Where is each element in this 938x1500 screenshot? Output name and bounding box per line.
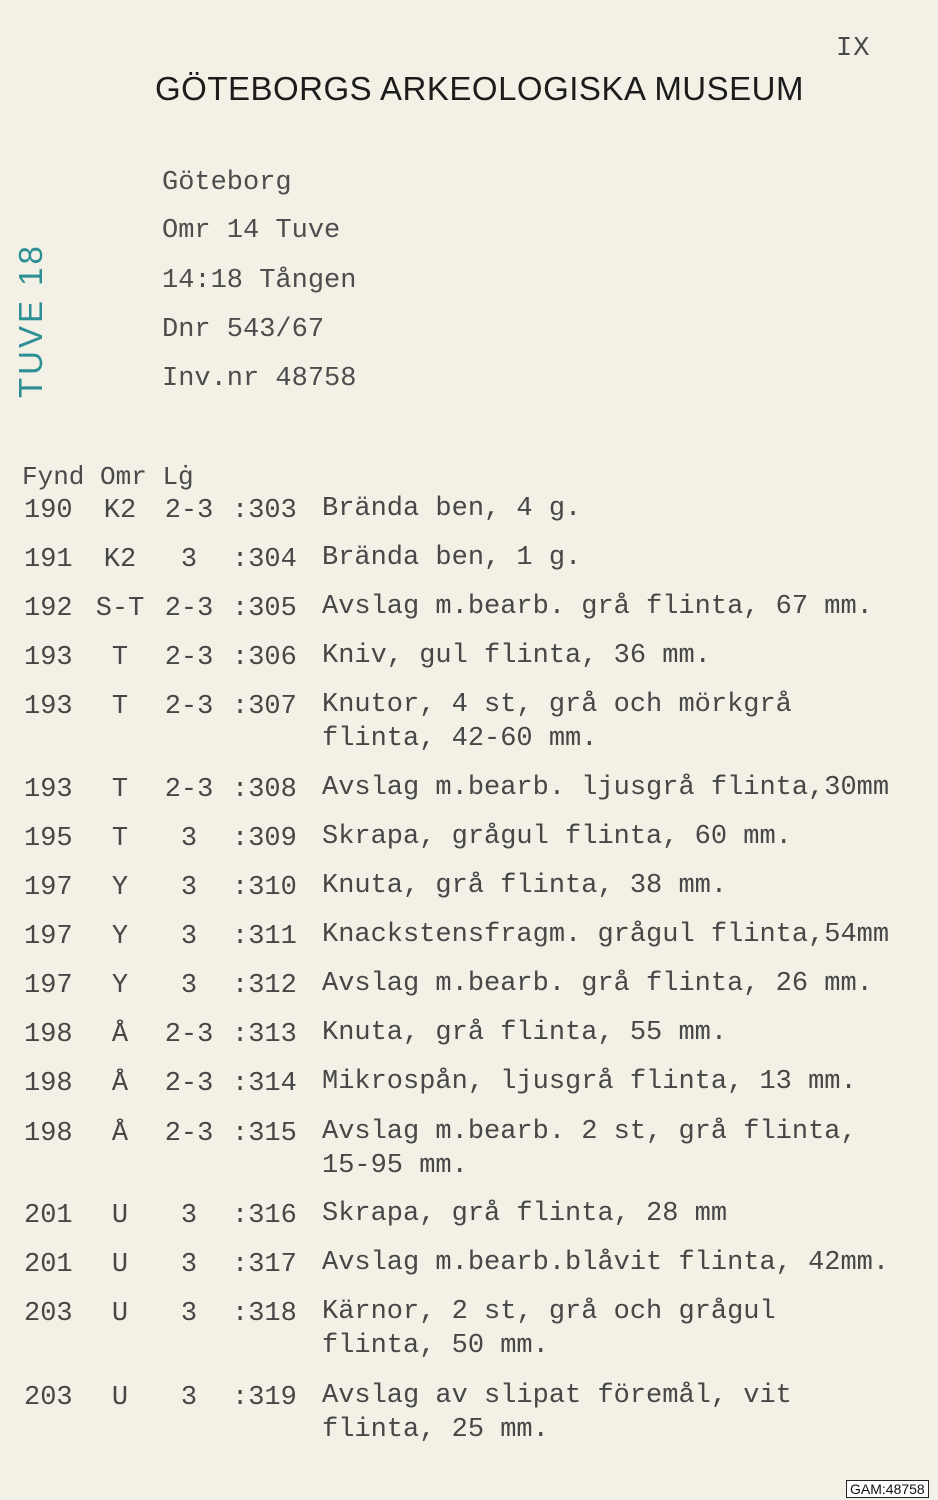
find-description: Avslag av slipat föremål, vit: [322, 1381, 792, 1411]
find-number: 197: [24, 873, 73, 903]
find-layer: 2-3: [164, 594, 214, 624]
find-layer: 2-3: [164, 775, 214, 805]
catalogue-number: :312: [232, 971, 297, 1001]
find-number: 198: [24, 1020, 73, 1050]
find-area: K2: [103, 545, 137, 575]
find-description: flinta, 50 mm.: [322, 1331, 549, 1361]
page-number: IX: [836, 34, 871, 64]
find-number: 193: [24, 775, 73, 805]
find-description: Knackstensfragm. grågul flinta,54mm: [322, 920, 890, 950]
museum-title: GÖTEBORGS ARKEOLOGISKA MUSEUM: [155, 70, 804, 107]
find-area: U: [111, 1299, 129, 1329]
find-area: Y: [111, 922, 129, 952]
find-description: Skrapa, grågul flinta, 60 mm.: [322, 822, 792, 852]
find-number: 201: [24, 1201, 73, 1231]
find-number: 192: [24, 594, 73, 624]
site-stamp: TUVE 18: [12, 243, 49, 398]
catalogue-number: :308: [232, 775, 297, 805]
find-layer: 3: [180, 971, 198, 1001]
find-area: U: [111, 1383, 129, 1413]
find-number: 198: [24, 1069, 73, 1099]
find-layer: 2-3: [164, 692, 214, 722]
catalogue-number: :316: [232, 1201, 297, 1231]
find-layer: 3: [180, 1383, 198, 1413]
find-description: Brända ben, 1 g.: [322, 543, 582, 573]
find-description: flinta, 42-60 mm.: [322, 724, 598, 754]
find-layer: 2-3: [164, 1020, 214, 1050]
find-description: Avslag m.bearb.blåvit flinta, 42mm.: [322, 1248, 890, 1278]
header-site: 14:18 Tången: [162, 266, 357, 296]
find-description: Knutor, 4 st, grå och mörkgrå: [322, 690, 792, 720]
find-layer: 3: [180, 545, 198, 575]
find-description: Avslag m.bearb. ljusgrå flinta,30mm: [322, 773, 890, 803]
find-description: Knuta, grå flinta, 55 mm.: [322, 1018, 728, 1048]
catalogue-number: :317: [232, 1250, 297, 1280]
find-description: Kärnor, 2 st, grå och grågul: [322, 1297, 776, 1327]
find-number: 197: [24, 971, 73, 1001]
find-description: Avslag m.bearb. grå flinta, 67 mm.: [322, 592, 873, 622]
find-area: Y: [111, 971, 129, 1001]
find-layer: 3: [180, 1299, 198, 1329]
find-layer: 2-3: [164, 1119, 214, 1149]
column-header-lg: Lġ: [162, 462, 194, 492]
find-layer: 2-3: [164, 643, 214, 673]
find-description: Brända ben, 4 g.: [322, 494, 582, 524]
find-number: 203: [24, 1383, 73, 1413]
find-area: U: [111, 1201, 129, 1231]
catalogue-number: :306: [232, 643, 297, 673]
find-number: 193: [24, 692, 73, 722]
find-layer: 3: [180, 873, 198, 903]
header-dnr: Dnr 543/67: [162, 315, 325, 345]
find-description: Mikrospån, ljusgrå flinta, 13 mm.: [322, 1067, 857, 1097]
header-inventory: Inv.nr 48758: [162, 364, 357, 394]
find-layer: 2-3: [164, 496, 214, 526]
find-number: 198: [24, 1119, 73, 1149]
find-area: T: [111, 824, 129, 854]
find-description: Avslag m.bearb. grå flinta, 26 mm.: [322, 969, 873, 999]
find-number: 191: [24, 545, 73, 575]
find-description: flinta, 25 mm.: [322, 1415, 549, 1445]
catalogue-number: :313: [232, 1020, 297, 1050]
catalogue-number: :310: [232, 873, 297, 903]
find-area: T: [111, 643, 129, 673]
find-description: Kniv, gul flinta, 36 mm.: [322, 641, 711, 671]
find-description: Knuta, grå flinta, 38 mm.: [322, 871, 728, 901]
find-layer: 3: [180, 1250, 198, 1280]
catalogue-number: :309: [232, 824, 297, 854]
find-number: 190: [24, 496, 73, 526]
find-area: S-T: [95, 594, 145, 624]
catalogue-number: :303: [232, 496, 297, 526]
find-area: Å: [111, 1069, 129, 1099]
column-headers: [22, 462, 194, 492]
catalogue-number: :318: [232, 1299, 297, 1329]
find-area: T: [111, 692, 129, 722]
find-number: 201: [24, 1250, 73, 1280]
header-area: Omr 14 Tuve: [162, 216, 341, 246]
find-area: U: [111, 1250, 129, 1280]
catalogue-number: :315: [232, 1119, 297, 1149]
catalogue-number: :319: [232, 1383, 297, 1413]
find-layer: 3: [180, 922, 198, 952]
find-area: Å: [111, 1119, 129, 1149]
catalogue-number: :307: [232, 692, 297, 722]
header-city: Göteborg: [162, 168, 292, 198]
find-area: Y: [111, 873, 129, 903]
find-layer: 3: [180, 824, 198, 854]
find-number: 193: [24, 643, 73, 673]
find-description: Skrapa, grå flinta, 28 mm: [322, 1199, 728, 1229]
find-area: K2: [103, 496, 137, 526]
find-area: T: [111, 775, 129, 805]
find-layer: 2-3: [164, 1069, 214, 1099]
find-number: 203: [24, 1299, 73, 1329]
find-number: 195: [24, 824, 73, 854]
find-description: Avslag m.bearb. 2 st, grå flinta,: [322, 1117, 857, 1147]
find-description: 15-95 mm.: [322, 1151, 468, 1181]
find-number: 197: [24, 922, 73, 952]
find-area: Å: [111, 1020, 129, 1050]
column-header-omr: Omr: [100, 462, 147, 492]
column-header-fynd: Fynd: [22, 462, 85, 492]
catalogue-number: :305: [232, 594, 297, 624]
archive-id-label: GAM:48758: [846, 1480, 929, 1498]
catalogue-number: :311: [232, 922, 297, 952]
catalogue-number: :304: [232, 545, 297, 575]
find-layer: 3: [180, 1201, 198, 1231]
catalogue-number: :314: [232, 1069, 297, 1099]
